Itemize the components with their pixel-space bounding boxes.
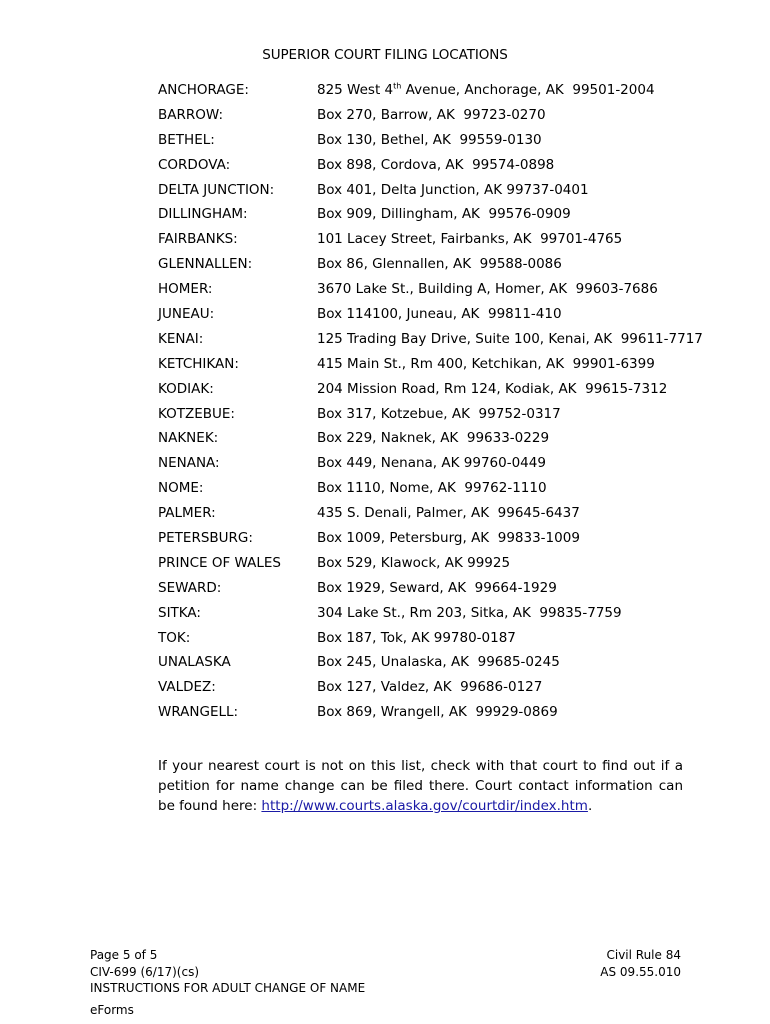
location-row <box>158 428 718 453</box>
location-city: BETHEL: <box>158 131 215 148</box>
location-city: DELTA JUNCTION: <box>158 181 275 198</box>
location-city: KETCHIKAN: <box>158 355 239 372</box>
location-address: 415 Main St., Rm 400, Ketchikan, AK 99901-6399 <box>317 355 655 372</box>
location-city: NOME: <box>158 480 204 497</box>
location-city: UNALASKA <box>158 654 231 671</box>
address-part: Avenue, Anchorage, AK 99501-2004 <box>401 82 655 98</box>
location-address: Box 317, Kotzebue, AK 99752-0317 <box>317 405 561 422</box>
location-address: Box 130, Bethel, AK 99559-0130 <box>317 131 542 148</box>
address-part: 825 West 4 <box>317 82 394 98</box>
location-city: KODIAK: <box>158 380 214 397</box>
location-row <box>158 379 718 404</box>
location-row <box>158 478 718 503</box>
location-row <box>158 603 718 628</box>
location-address: Box 229, Naknek, AK 99633-0229 <box>317 430 550 447</box>
footer-right <box>600 947 681 980</box>
location-address: 125 Trading Bay Drive, Suite 100, Kenai, AK 99611-7717 <box>317 330 703 347</box>
form-title: INSTRUCTIONS FOR ADULT CHANGE OF NAME <box>90 981 366 995</box>
civil-rule: Civil Rule 84 <box>606 948 681 962</box>
location-row <box>158 404 718 429</box>
location-row <box>158 628 718 653</box>
location-address: Box 529, Klawock, AK 99925 <box>317 554 511 571</box>
location-row <box>158 180 718 205</box>
location-city: KENAI: <box>158 330 204 347</box>
location-city: SEWARD: <box>158 579 222 596</box>
location-row <box>158 652 718 677</box>
location-row <box>158 80 718 105</box>
location-city: HOMER: <box>158 281 213 298</box>
form-number: CIV-699 (6/17)(cs) <box>90 964 199 979</box>
location-address: Box 898, Cordova, AK 99574-0898 <box>317 156 555 173</box>
location-address: Box 449, Nenana, AK 99760-0449 <box>317 455 546 472</box>
location-city: CORDOVA: <box>158 156 231 173</box>
location-row <box>158 204 718 229</box>
statute-reference: AS 09.55.010 <box>600 964 681 979</box>
location-row <box>158 503 718 528</box>
location-city: BARROW: <box>158 106 223 123</box>
location-address: 3670 Lake St., Building A, Homer, AK 99603-7686 <box>317 281 658 298</box>
location-city: PRINCE OF WALES <box>158 554 281 571</box>
location-address: Box 909, Dillingham, AK 99576-0909 <box>317 206 571 223</box>
location-row <box>158 279 718 304</box>
location-address: 435 S. Denali, Palmer, AK 99645-6437 <box>317 505 580 522</box>
location-city: SITKA: <box>158 604 201 621</box>
location-address: Box 86, Glennallen, AK 99588-0086 <box>317 256 562 273</box>
location-address: Box 187, Tok, AK 99780-0187 <box>317 629 516 646</box>
location-city: JUNEAU: <box>158 306 215 323</box>
location-address: 304 Lake St., Rm 203, Sitka, AK 99835-7759 <box>317 604 622 621</box>
location-address: Box 1009, Petersburg, AK 99833-1009 <box>317 530 580 547</box>
location-address: Box 127, Valdez, AK 99686-0127 <box>317 679 543 696</box>
location-address: Box 114100, Juneau, AK 99811-410 <box>317 306 562 323</box>
locations-list <box>158 80 718 727</box>
location-city: KOTZEBUE: <box>158 405 235 422</box>
page-number: Page 5 of 5 <box>90 948 158 962</box>
note-period: . <box>587 798 593 814</box>
location-row <box>158 702 718 727</box>
location-row <box>158 329 718 354</box>
note-text: If your nearest court is not on this list, check with that court to find out if a petition for name change can be filed there. Court contact information can be found here: <box>158 758 683 814</box>
location-row <box>158 553 718 578</box>
location-city: ANCHORAGE: <box>158 82 249 98</box>
location-city: VALDEZ: <box>158 679 216 696</box>
location-address: Box 401, Delta Junction, AK 99737-0401 <box>317 181 589 198</box>
location-city: TOK: <box>158 629 191 646</box>
address-superscript: th <box>393 81 402 91</box>
location-address: Box 869, Wrangell, AK 99929-0869 <box>317 704 558 721</box>
location-city: NENANA: <box>158 455 220 472</box>
location-city: NAKNEK: <box>158 430 219 447</box>
location-address: Box 270, Barrow, AK 99723-0270 <box>317 106 546 123</box>
court-info-note <box>158 756 683 816</box>
footer-left <box>90 947 365 997</box>
location-city: DILLINGHAM: <box>158 206 248 223</box>
location-city: FAIRBANKS: <box>158 231 238 248</box>
eforms-brand: eForms <box>90 1003 134 1017</box>
location-row <box>158 130 718 155</box>
location-row <box>158 105 718 130</box>
location-row <box>158 528 718 553</box>
page-title: SUPERIOR COURT FILING LOCATIONS <box>262 47 508 63</box>
location-row <box>158 155 718 180</box>
location-address <box>317 80 655 100</box>
location-row <box>158 677 718 702</box>
location-address: Box 1929, Seward, AK 99664-1929 <box>317 579 557 596</box>
location-address: Box 1110, Nome, AK 99762-1110 <box>317 480 547 497</box>
court-directory-link[interactable]: http://www.courts.alaska.gov/courtdir/index.htm <box>261 798 588 814</box>
location-row <box>158 254 718 279</box>
location-row <box>158 304 718 329</box>
location-address: Box 245, Unalaska, AK 99685-0245 <box>317 654 560 671</box>
location-row <box>158 229 718 254</box>
location-city: PETERSBURG: <box>158 530 253 547</box>
location-row <box>158 453 718 478</box>
location-city: PALMER: <box>158 505 216 522</box>
location-address: 204 Mission Road, Rm 124, Kodiak, AK 99615-7312 <box>317 380 668 397</box>
location-address: 101 Lacey Street, Fairbanks, AK 99701-4765 <box>317 231 623 248</box>
location-row <box>158 578 718 603</box>
location-city: WRANGELL: <box>158 704 239 721</box>
location-city: GLENNALLEN: <box>158 256 253 273</box>
location-row <box>158 354 718 379</box>
